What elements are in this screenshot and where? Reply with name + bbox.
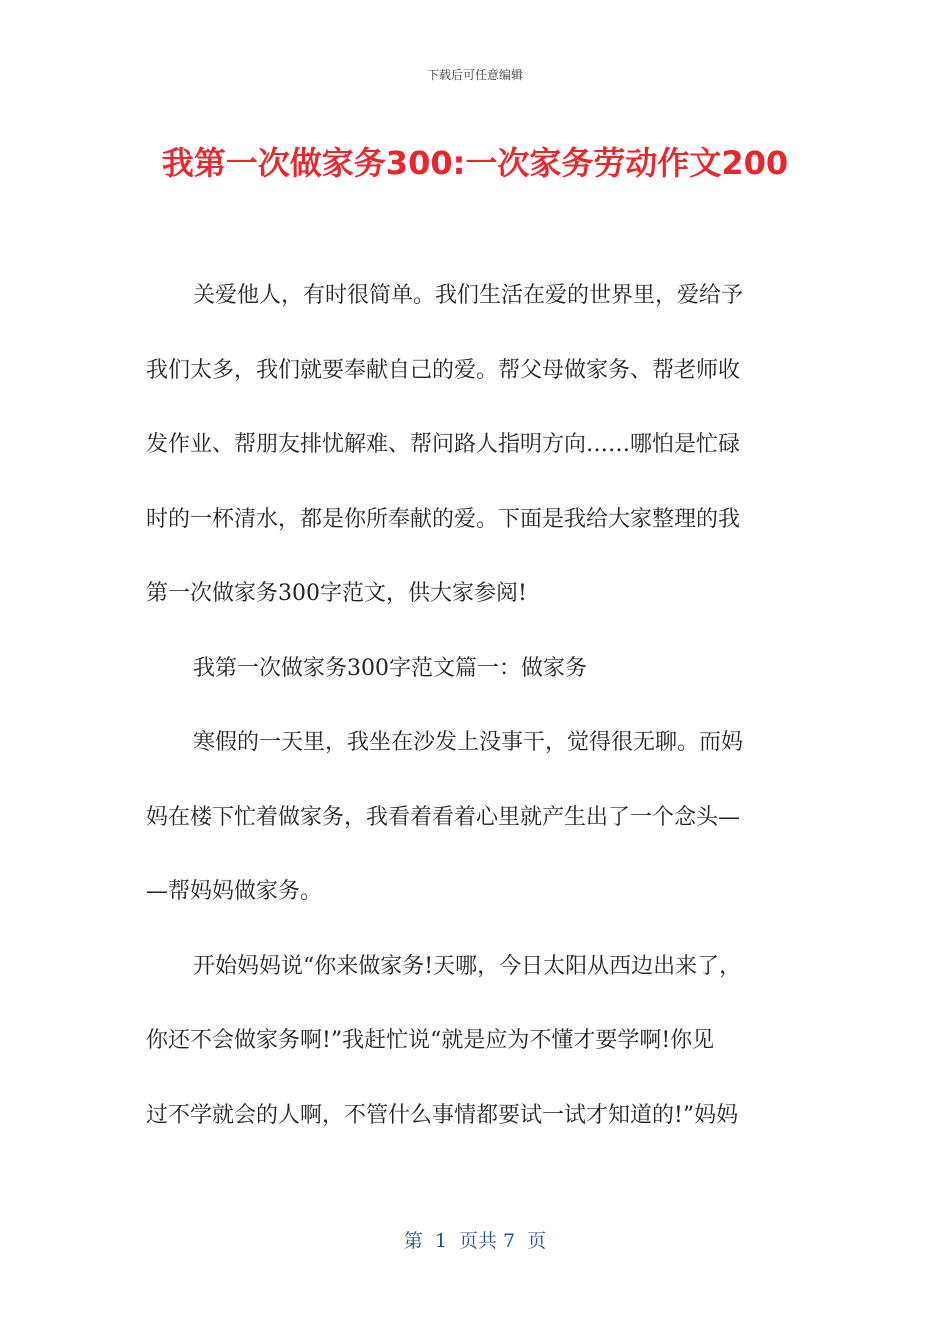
- document-title: 我第一次做家务300:一次家务劳动作文200: [161, 144, 789, 182]
- paragraph-line: 时的一杯清水，都是你所奉献的爱。下面是我给大家整理的我: [146, 506, 741, 532]
- paragraph-line: —帮妈妈做家务。: [146, 879, 323, 904]
- paragraph-line: 过不学就会的人啊，不管什么事情都要试一试才知道的!”妈妈: [146, 1102, 739, 1128]
- paragraph-line: 发作业、帮朋友排忧解难、帮问路人指明方向……哪怕是忙碌: [146, 432, 741, 457]
- page-number: 第 1 页共 7 页: [403, 1230, 547, 1252]
- paragraph-line: 妈在楼下忙着做家务，我看着看着心里就产生出了一个念头—: [146, 804, 741, 830]
- paragraph-line: 关爱他人，有时很简单。我们生活在爱的世界里，爱给予: [193, 283, 744, 308]
- header-note: 下载后可任意编辑: [426, 68, 523, 82]
- paragraph-line: 第一次做家务300字范文，供大家参阅!: [146, 581, 527, 606]
- section-heading: 我第一次做家务300字范文篇一：做家务: [193, 655, 587, 681]
- paragraph-line: 开始妈妈说“你来做家务!天哪，今日太阳从西边出来了，: [193, 953, 742, 979]
- paragraph-line: 寒假的一天里，我坐在沙发上没事干，觉得很无聊。而妈: [193, 730, 744, 755]
- paragraph-line: 你还不会做家务啊!”我赶忙说“就是应为不懂才要学啊!你见: [146, 1028, 715, 1053]
- document-body: [146, 272, 801, 1166]
- paragraph-line: 我们太多，我们就要奉献自己的爱。帮父母做家务、帮老师收: [146, 357, 741, 383]
